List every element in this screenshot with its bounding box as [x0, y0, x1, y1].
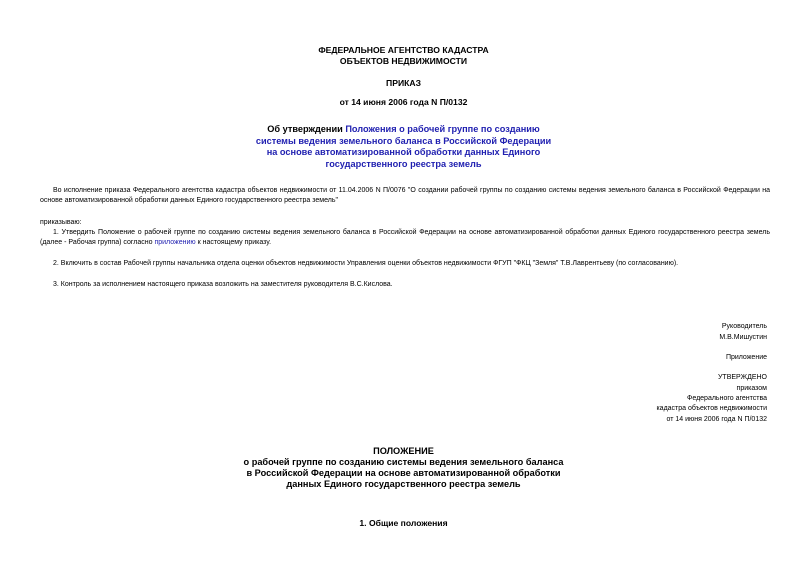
- approved-date: от 14 июня 2006 года N П/0132: [666, 416, 767, 423]
- order-item-1-tail: к настоящему приказу.: [195, 239, 272, 246]
- order-title-prefix: Об утверждении: [267, 124, 346, 134]
- signature-name: М.В.Мишустин: [719, 334, 767, 341]
- order-item-1-text: 1. Утвердить Положение о рабочей группе по созданию системы ведения земельного баланса в Российской Федерации на основе автоматизированной обработки данных Единого государственного реестра земель (далее - Рабочая группа) согласно: [40, 229, 770, 246]
- agency-name-line1: ФЕДЕРАЛЬНОЕ АГЕНТСТВО КАДАСТРА: [318, 45, 489, 55]
- document-type: ПРИКАЗ: [386, 78, 421, 88]
- intro-paragraph: Во исполнение приказа Федерального агентства кадастра объектов недвижимости от 11.04.2006 N П/0076 "О создании рабочей группы по созданию системы ведения земельного баланса в Российской Федерации на основе автоматизированной обработки данных Единого государственного реестра земель": [40, 187, 770, 204]
- signature-position: Руководитель: [721, 323, 767, 330]
- regulation-link-line4[interactable]: государственного реестра земель: [325, 158, 482, 169]
- agency-name-line2: ОБЪЕКТОВ НЕДВИЖИМОСТИ: [339, 56, 468, 66]
- regulation-subtitle-line1: о рабочей группе по созданию системы ведения земельного баланса: [243, 457, 564, 467]
- regulation-subtitle-line2: в Российской Федерации на основе автоматизированной обработки: [246, 468, 561, 478]
- regulation-link-line3[interactable]: на основе автоматизированной обработки данных Единого: [266, 147, 541, 157]
- regulation-title: ПОЛОЖЕНИЕ: [373, 446, 434, 456]
- order-item-1: [40, 228, 770, 248]
- order-item-2: 2. Включить в состав Рабочей группы начальника отдела оценки объектов недвижимости Управления оценки объектов недвижимости ФГУП "ФКЦ "Земля" Т.В.Лаврентьеву (по согласованию).: [53, 260, 679, 267]
- regulation-subtitle-line3: данных Единого государственного реестра земель: [286, 479, 521, 489]
- approved-agency-line1: Федерального агентства: [687, 395, 767, 402]
- regulation-link-line1[interactable]: Положения о рабочей группе по созданию: [345, 124, 540, 134]
- order-title: [0, 124, 807, 170]
- order-word: приказываю:: [40, 219, 82, 226]
- section-heading-general: 1. Общие положения: [359, 518, 448, 528]
- regulation-link-line2[interactable]: системы ведения земельного баланса в Российской Федерации: [255, 135, 552, 146]
- appendix-link[interactable]: приложению: [154, 239, 196, 246]
- approved-agency-line2: кадастра объектов недвижимости: [656, 405, 767, 412]
- approved-by-order: приказом: [736, 385, 767, 392]
- order-item-3: 3. Контроль за исполнением настоящего приказа возложить на заместителя руководителя В.С.Кислова.: [53, 281, 393, 288]
- approved-label: УТВЕРЖДЕНО: [717, 374, 767, 381]
- order-title-line1: [0, 124, 807, 136]
- appendix-label: Приложение: [725, 354, 767, 361]
- document-date: от 14 июня 2006 года N П/0132: [339, 97, 468, 107]
